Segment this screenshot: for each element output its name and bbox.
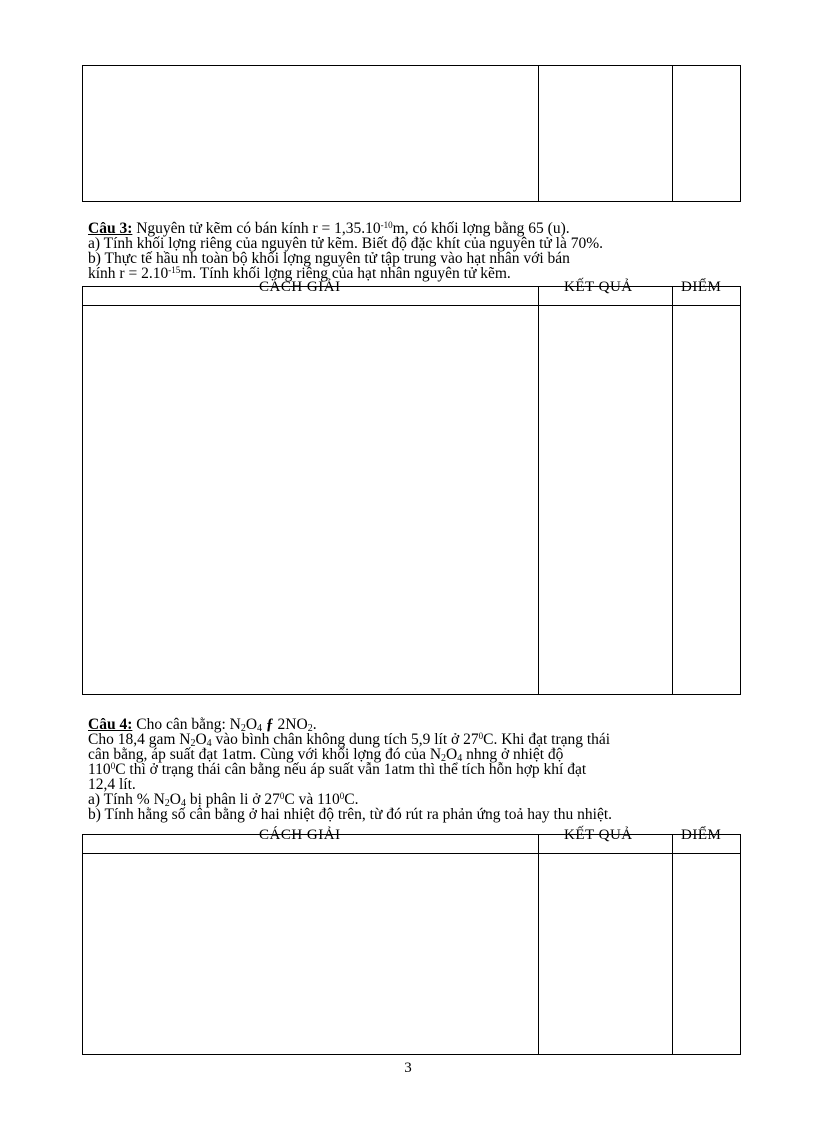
answer-table-top [82, 65, 741, 202]
question-3-part-b-cont: kính $r = 2.10^{-15}m$. Tính khối lợng riêng của hạt nhân nguyên tử kẽm. [88, 265, 511, 282]
column-divider [672, 835, 673, 1054]
header-method: CÁCH GIẢI [259, 279, 341, 295]
question-3 [88, 221, 748, 281]
page-number: 3 [404, 1060, 412, 1076]
header-result: KẾT QUẢ [564, 827, 633, 843]
question-4-line-4: 12,4 lít. [88, 776, 136, 793]
question-4-label: Câu 4: [88, 716, 133, 733]
question-3-part-b: b) Thực tế hầu nh toàn bộ khối lợng nguyên tử tập trung vào hạt nhân với bán [88, 250, 570, 267]
header-result: KẾT QUẢ [564, 279, 633, 295]
question-4-line-1: Cho 18,4 gam $N_2O_4$ vào bình chân không dung tích 5,9 lít ở $27^0C$. Khi đạt trạng thái [88, 731, 611, 749]
question-4-stem: Câu 4: Cho cân bằng: $N_2O_4$ ƒ $2NO_2$. [88, 716, 317, 734]
equilibrium-arrow: ƒ [262, 716, 278, 733]
question-4-line-2: cân bằng, áp suất đạt 1atm. Cùng với khối lợng đó của $N_2O_4$ nhng ở nhiệt độ [88, 746, 564, 764]
column-divider [538, 66, 539, 201]
header-method: CÁCH GIẢI [259, 827, 341, 843]
header-score: ĐIỂM [681, 279, 722, 295]
column-divider [538, 287, 539, 694]
question-3-label: Câu 3: [88, 220, 133, 237]
question-3-part-a: a) Tính khối lợng riêng của nguyên tử kẽm. Biết độ đặc khít của nguyên tử là 70%. [88, 235, 603, 252]
header-divider [83, 305, 740, 306]
column-divider [672, 287, 673, 694]
question-4 [88, 717, 748, 822]
answer-table-q4 [82, 827, 741, 1055]
column-divider [672, 66, 673, 201]
column-divider [538, 835, 539, 1054]
question-3-stem: Câu 3: Nguyên tử kẽm có bán kính $r = 1,35.10^{-10}m$, có khối lợng bằng 65 (u). [88, 220, 570, 237]
question-4-line-3: $110^0C$ thì ở trạng thái cân bằng nếu áp suất vẫn 1atm thì thể tích hỗn hợp khí đạt [88, 761, 587, 778]
question-4-part-b: b) Tính hằng số cân bằng ở hai nhiệt độ trên, từ đó rút ra phản ứng toả hay thu nhiệt. [88, 806, 613, 823]
header-divider [83, 853, 740, 854]
header-score: ĐIỂM [681, 827, 722, 843]
question-4-part-a: a) Tính % $N_2O_4$ bị phân li ở $27^0C$ và $110^0C$. [88, 791, 359, 809]
answer-table-q3 [82, 279, 741, 695]
